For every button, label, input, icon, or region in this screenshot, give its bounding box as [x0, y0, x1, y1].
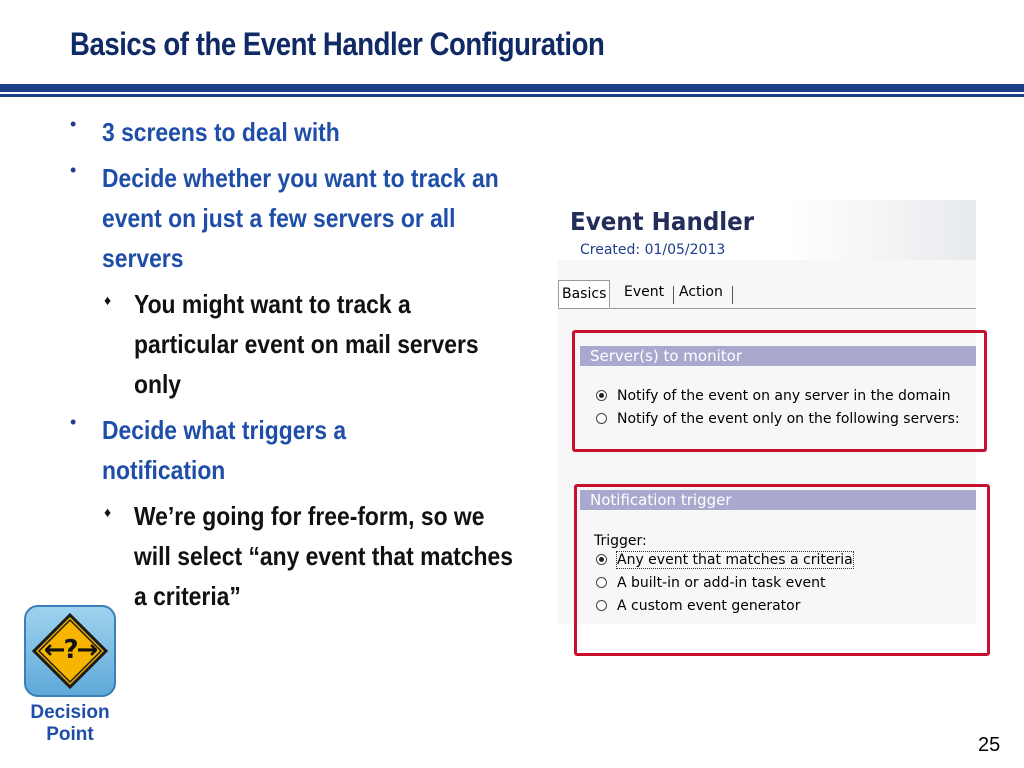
logo-symbol: ←?→	[43, 635, 97, 665]
bullet-item	[70, 112, 560, 152]
bullet-text: Decide what triggers a notification	[102, 415, 347, 485]
tab-separator	[732, 286, 733, 304]
title-rule-thin	[0, 94, 1024, 97]
highlight-box-trigger	[574, 484, 990, 656]
slide-title: Basics of the Event Handler Configuration	[70, 26, 605, 62]
tab-event[interactable]: Event	[624, 284, 665, 300]
logo-caption	[18, 702, 122, 746]
created-date: Created: 01/05/2013	[580, 242, 726, 258]
screenshot-header	[558, 200, 976, 260]
bullet-item	[70, 158, 560, 278]
decision-point-logo	[24, 605, 116, 697]
radio-label: Notify of the event on any server in the domain	[617, 388, 951, 404]
title-rule	[0, 84, 1024, 92]
trigger-label: Trigger:	[594, 533, 647, 549]
radio-label: A built-in or add-in task event	[617, 575, 826, 591]
page-number: 25	[978, 734, 1001, 756]
tab-bar	[558, 280, 976, 309]
tab-separator	[673, 286, 674, 304]
radio-label: Any event that matches a criteria	[617, 552, 853, 568]
bullet-text: Decide whether you want to track an event on just a few servers or all servers	[102, 163, 499, 273]
diamond-bullet-icon: ♦	[104, 504, 112, 520]
diamond-bullet-icon: ♦	[104, 292, 112, 308]
bullet-list	[70, 112, 560, 622]
logo-line2: Point	[46, 724, 94, 745]
event-handler-title: Event Handler	[570, 207, 755, 236]
sub-bullet-item	[70, 496, 560, 616]
sub-bullet-text: We’re going for free-form, so we will select “any event that matches a criteria”	[134, 501, 513, 611]
sub-bullet-text: You might want to track a particular event on mail servers only	[134, 289, 479, 399]
trigger-section-header: Notification trigger	[580, 490, 976, 510]
sub-bullet-item	[70, 284, 560, 404]
bullet-item	[70, 410, 560, 490]
bullet-dot-icon: •	[70, 114, 77, 134]
tab-action[interactable]: Action	[679, 284, 723, 300]
bullet-dot-icon: •	[70, 160, 77, 180]
bullet-text: 3 screens to deal with	[102, 117, 340, 147]
radio-label: A custom event generator	[617, 598, 801, 614]
servers-section-header: Server(s) to monitor	[580, 346, 976, 366]
highlight-box-servers	[572, 330, 987, 452]
radio-label: Notify of the event only on the following servers:	[617, 411, 960, 427]
logo-line1: Decision	[30, 702, 110, 723]
bullet-dot-icon: •	[70, 412, 77, 432]
tab-basics[interactable]: Basics	[558, 280, 610, 308]
